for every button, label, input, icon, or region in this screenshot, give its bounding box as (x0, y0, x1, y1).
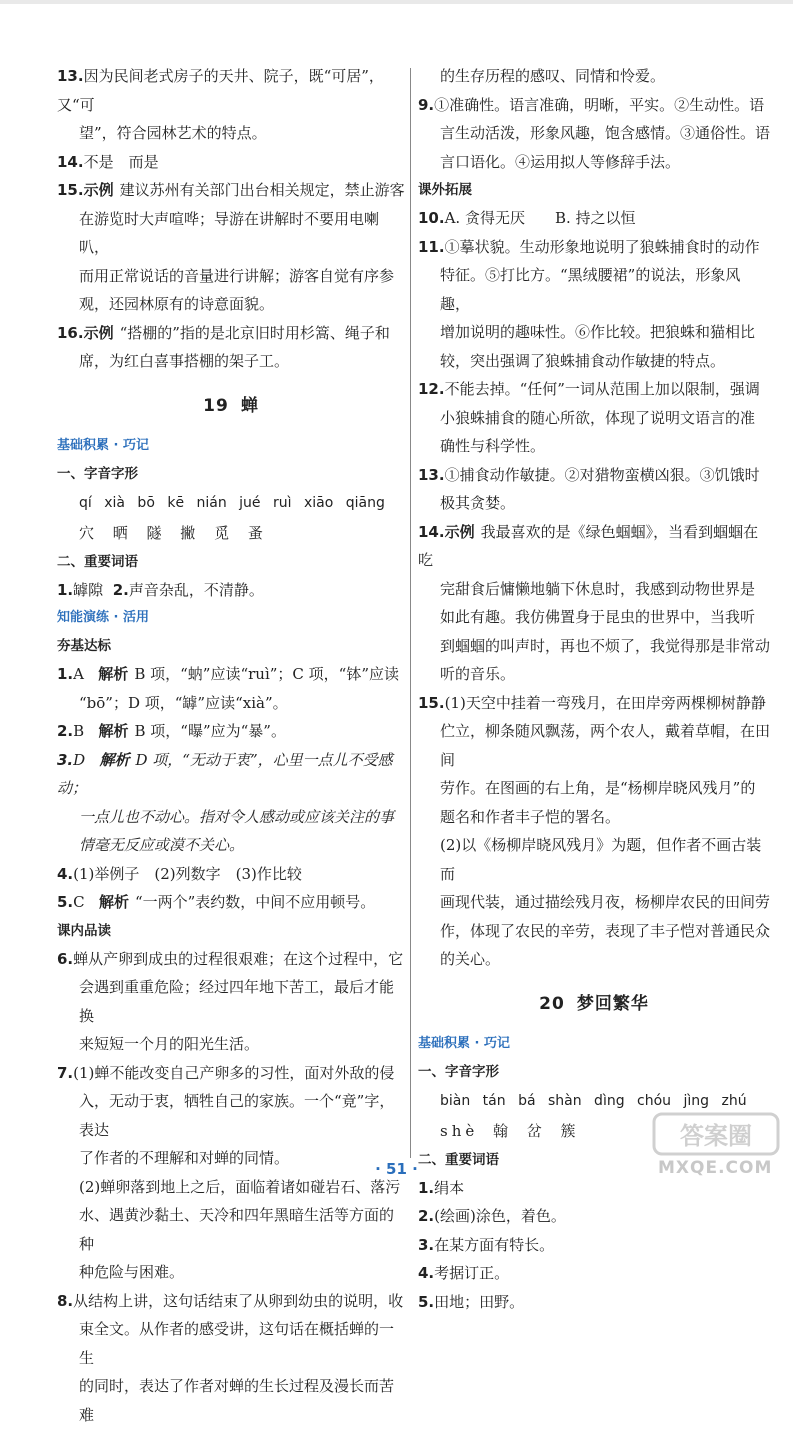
answer-14r: 14.示例 我最喜欢的是《绿色蝈蝈》，当看到蝈蝈在吃 完甜食后慵懒地躺下休息时，我感到动物世界是 如此有趣。我仿佛置身于昆虫的世界中，当我听 到蝈蝈的叫声时，再也不烦了，我觉得那是非常动 听的音乐。 (418, 518, 770, 689)
answer-9: 9.①准确性。语言准确，明晰，平实。②生动性。语 言生动活泼，形象风趣，饱含感情。③通俗性。语 言口语化。④运用拟人等修辞手法。 (418, 91, 770, 177)
answer-16: 16.示例 “搭棚的”指的是北京旧时用杉篙、绳子和 席，为红白喜事搭棚的架子工。 (57, 319, 405, 376)
answer-10: 10.A. 贪得无厌 B. 持之以恒 (418, 204, 770, 233)
chars-line: 穴 晒 隧 撇 觅 蚤 (57, 518, 405, 548)
section-vocab-20: 二、重要词语 (418, 1146, 770, 1174)
vocab-2: 2.(绘画)涂色，着色。 (418, 1202, 770, 1231)
answer-14: 14.不是 而是 (57, 148, 405, 177)
svg-text:答案圈: 答案圈 (680, 1122, 752, 1150)
section-target: 夯基达标 (57, 632, 405, 660)
answer-1: 1.A 解析 B 项，“蚋”应读“ruì”；C 项，“钵”应读 “bō”；D 项，“罅”应读“xià”。 (57, 660, 405, 717)
vocab-line: 1.罅隙 2.声音杂乱，不清静。 (57, 576, 405, 605)
section-basic-20: 基础积累 · 巧记 (418, 1030, 770, 1058)
answer-15r: 15.(1)天空中挂着一弯残月，在田岸旁两棵柳树静静 伫立，柳条随风飘荡，两个农人，戴着草帽，在田间 劳作。在图画的右上角，是“杨柳岸晓风残月”的 题名和作者丰子恺的署名。 (2)以《杨柳岸晓风残月》为题，但作者不画古装而 画现代装，通过描绘残月夜，杨柳岸农民的田间劳 作，体现了农民的辛劳，表现了丰子恺对普通民众 的关心。 (418, 689, 770, 974)
watermark (652, 1110, 782, 1192)
watermark-logo-icon (652, 1110, 780, 1158)
answer-3: 3.D 解析 D 项，“无动于衷”，心里一点儿不受感动； 一点儿也不动心。指对令人感动或应该关注的事 情毫无反应或漠不关心。 (57, 746, 405, 860)
answer-7: 7.(1)蝉不能改变自己产卵多的习性，面对外敌的侵 入，无动于衷，牺牲自己的家族。一个“竟”字，表达 了作者的不理解和对蝉的同情。 (2)蝉卵落到地上之后，面临着诸如碰岩石、落污 水、遇黄沙黏土、天冷和四年黑暗生活等方面的种 种危险与困难。 (57, 1059, 405, 1287)
answer-8-continued: 的生存历程的感叹、同情和怜爱。 (418, 62, 770, 91)
answer-13: 13.因为民间老式房子的天井、院子，既“可居”，又“可 望”，符合园林艺术的特点。 (57, 62, 405, 148)
answer-12: 12.不能去掉。“任何”一词从范围上加以限制，强调 小狼蛛捕食的随心所欲，体现了说明文语言的准 确性与科学性。 (418, 375, 770, 461)
section-class-reading: 课内品读 (57, 917, 405, 945)
left-column (57, 62, 405, 1429)
section-skill: 知能演练 · 活用 (57, 604, 405, 632)
answer-4: 4.(1)举例子 (2)列数字 (3)作比较 (57, 860, 405, 889)
section-pronunciation: 一、字音字形 (57, 460, 405, 488)
section-vocab: 二、重要词语 (57, 548, 405, 576)
pinyin-line-20: biàn tán bá shàn dìng chóu jìng zhú (418, 1086, 770, 1116)
top-edge (0, 0, 793, 4)
page-number: · 51 · (0, 1160, 793, 1178)
answer-5: 5.C 解析 “一两个”表约数，中间不应用顿号。 (57, 888, 405, 917)
answer-11: 11.①摹状貌。生动形象地说明了狼蛛捕食时的动作 特征。⑤打比方。“黑绒腰裙”的说法，形象风趣， 增加说明的趣味性。⑥作比较。把狼蛛和猫相比 较，突出强调了狼蛛捕食动作敏捷的特点。 (418, 233, 770, 376)
answer-6: 6.蝉从产卵到成虫的过程很艰难；在这个过程中，它 会遇到重重危险；经过四年地下苦工，最后才能换 来短短一个月的阳光生活。 (57, 945, 405, 1059)
section-extension: 课外拓展 (418, 176, 770, 204)
lesson-19-title: 19 蝉 (57, 380, 405, 432)
answer-8: 8.从结构上讲，这句话结束了从卵到幼虫的说明，收 束全文。从作者的感受讲，这句话在概括蝉的一生 的同时，表达了作者对蝉的生长过程及漫长而苦难 (57, 1287, 405, 1429)
section-pronunciation-20: 一、字音字形 (418, 1058, 770, 1086)
vocab-5: 5.田地；田野。 (418, 1288, 770, 1317)
vocab-1: 1.绢本 (418, 1174, 770, 1203)
watermark-text: MXQE.COM (658, 1158, 772, 1178)
vocab-4: 4.考据订正。 (418, 1259, 770, 1288)
answer-2: 2.B 解析 B 项，“曝”应为“暴”。 (57, 717, 405, 746)
answer-13r: 13.①捕食动作敏捷。②对猎物蛮横凶狠。③饥饿时 极其贪婪。 (418, 461, 770, 518)
column-divider (410, 68, 411, 1158)
vocab-3: 3.在某方面有特长。 (418, 1231, 770, 1260)
chars-line-20: shè 翰 岔 簇 (418, 1116, 770, 1146)
section-basic: 基础积累 · 巧记 (57, 432, 405, 460)
answer-15: 15.示例 建议苏州有关部门出台相关规定，禁止游客 在游览时大声喧哗；导游在讲解时不要用电喇叭， 而用正常说话的音量进行讲解；游客自觉有序参 观，还园林原有的诗意面貌。 (57, 176, 405, 319)
pinyin-line: qí xià bō kē nián jué ruì xiāo qiāng (57, 488, 405, 518)
lesson-20-title: 20 梦回繁华 (418, 978, 770, 1030)
